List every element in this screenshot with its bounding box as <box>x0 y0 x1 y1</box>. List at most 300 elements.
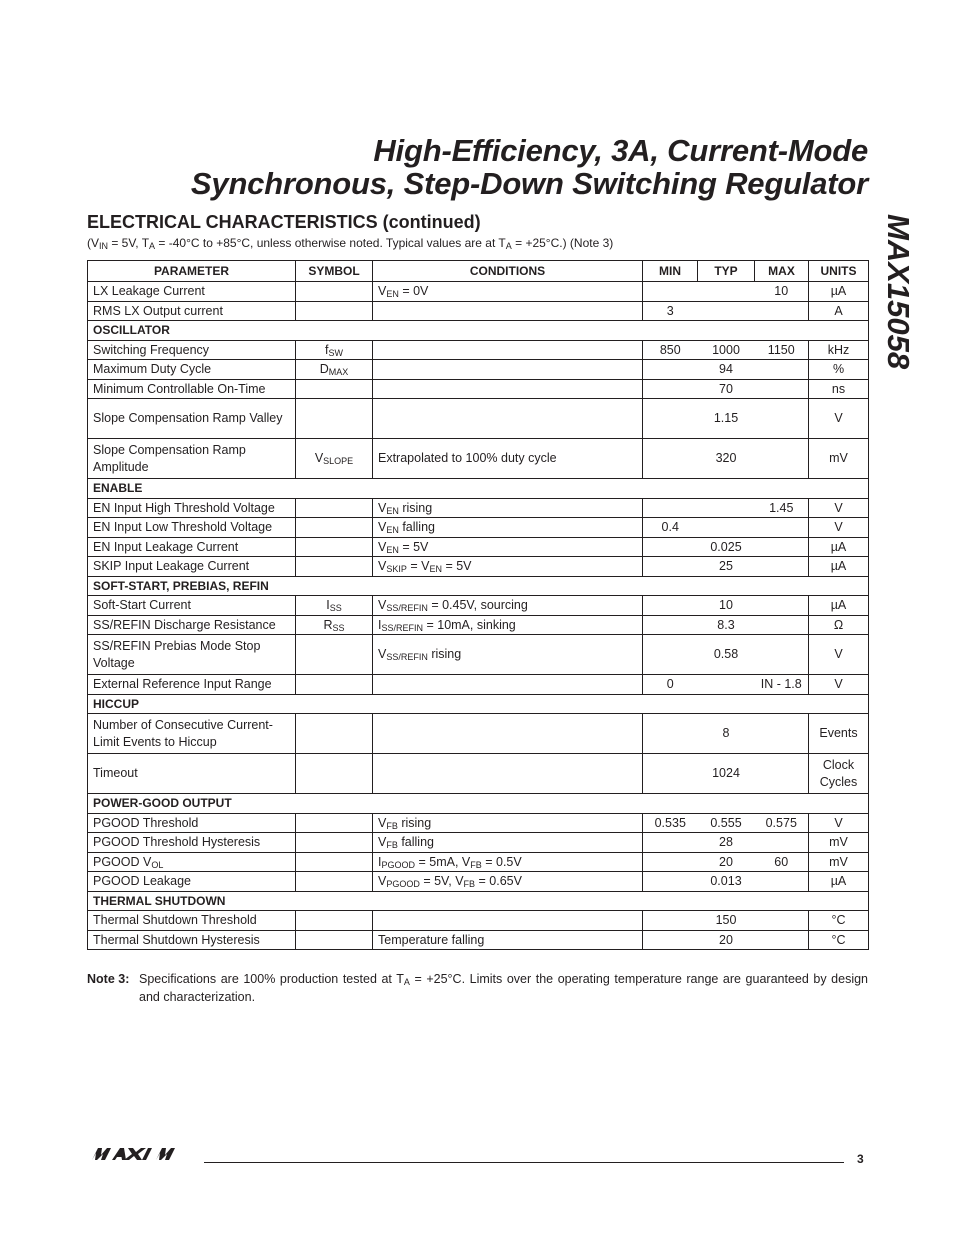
parameter-text: EN Input Leakage Current <box>93 539 239 554</box>
parameter-text: Timeout <box>93 766 138 781</box>
units-value: mV <box>809 852 869 872</box>
max-value <box>755 714 809 754</box>
symbol-sub: SS <box>332 622 345 633</box>
symbol-text: I <box>326 598 330 612</box>
symbol-cell <box>296 930 373 950</box>
symbol-cell <box>296 379 373 399</box>
conditions-cell <box>373 596 643 616</box>
min-value <box>643 615 698 635</box>
header-typ: TYP <box>698 261 755 282</box>
table-row <box>88 282 869 302</box>
symbol-text: D <box>319 362 329 376</box>
max-value: 1.45 <box>755 498 809 518</box>
max-value <box>755 930 809 950</box>
table-body <box>88 282 869 950</box>
symbol-cell <box>296 399 373 439</box>
units-value: Clock Cycles <box>809 754 869 794</box>
header-conditions: CONDITIONS <box>373 261 643 282</box>
parameter-text: Slope Compensation Ramp Valley <box>93 411 283 426</box>
symbol-cell <box>296 439 373 479</box>
table-row <box>88 360 869 380</box>
parameter-text: Switching Frequency <box>93 342 210 357</box>
max-value: 10 <box>755 282 809 302</box>
title-line-2: Synchronous, Step-Down Switching Regulator <box>190 166 868 201</box>
parameter-cell <box>88 754 296 794</box>
min-value: 850 <box>643 340 698 360</box>
symbol-cell <box>296 714 373 754</box>
conditions-sub: PGOOD <box>386 879 420 889</box>
min-value: 0.535 <box>643 813 698 833</box>
table-row <box>88 833 869 853</box>
max-value <box>755 635 809 675</box>
parameter-text: SS/REFIN Prebias Mode Stop Voltage <box>93 639 261 670</box>
conditions-text: rising <box>427 647 462 662</box>
conditions-cell <box>373 399 643 439</box>
parameter-cell <box>88 911 296 931</box>
section-title: SOFT-START, PREBIAS, REFIN <box>88 576 869 596</box>
symbol-cell <box>296 518 373 538</box>
symbol-cell <box>296 675 373 695</box>
conditions-cell <box>373 675 643 695</box>
conditions-sub: FB <box>386 840 398 850</box>
header-max: MAX <box>755 261 809 282</box>
conditions-text: rising <box>398 500 433 515</box>
parameter-text: PGOOD Threshold Hysteresis <box>93 835 261 849</box>
typ-value: 150 <box>698 911 755 931</box>
units-value: µA <box>809 557 869 577</box>
symbol-text: V <box>314 451 324 466</box>
section-row <box>88 794 869 814</box>
parameter-cell <box>88 930 296 950</box>
parameter-text: SKIP Input Leakage Current <box>93 559 250 573</box>
table-row <box>88 714 869 754</box>
symbol-cell <box>296 537 373 557</box>
parameter-cell <box>88 635 296 675</box>
parameter-text: Minimum Controllable On-Time <box>93 381 266 396</box>
units-value: V <box>809 518 869 538</box>
conditions-text: = 10mA, sinking <box>423 617 516 632</box>
max-value <box>755 754 809 794</box>
min-value <box>643 852 698 872</box>
conditions-sub: SKIP <box>386 564 407 574</box>
footer-rule <box>204 1162 844 1163</box>
parameter-cell <box>88 340 296 360</box>
symbol-cell <box>296 340 373 360</box>
typ-value: 1024 <box>698 754 755 794</box>
parameter-cell <box>88 439 296 479</box>
conditions-cell <box>373 282 643 302</box>
symbol-cell <box>296 615 373 635</box>
units-value: mV <box>809 439 869 479</box>
parameter-text: Thermal Shutdown Hysteresis <box>93 932 260 947</box>
maxim-logo <box>88 1146 200 1167</box>
note-sub: A <box>403 977 410 987</box>
table-row <box>88 439 869 479</box>
parameter-text: Slope Compensation Ramp Amplitude <box>93 443 246 474</box>
min-value <box>643 379 698 399</box>
parameter-cell <box>88 282 296 302</box>
parameter-text: Maximum Duty Cycle <box>93 362 212 376</box>
units-value: °C <box>809 911 869 931</box>
max-value <box>755 872 809 892</box>
symbol-cell <box>296 635 373 675</box>
note-text-part: = +25°C. Limits over the operating temperature range are guaranteed by design and characterization. <box>139 972 869 1004</box>
parameter-cell <box>88 872 296 892</box>
table-row <box>88 635 869 675</box>
symbol-cell <box>296 852 373 872</box>
title-line-1: High-Efficiency, 3A, Current-Mode <box>373 133 868 168</box>
parameter-cell <box>88 399 296 439</box>
max-value <box>755 833 809 853</box>
table-row <box>88 340 869 360</box>
section-title: THERMAL SHUTDOWN <box>88 891 869 911</box>
conditions-sub: EN <box>386 289 399 299</box>
units-value: ns <box>809 379 869 399</box>
typ-value: 28 <box>698 833 755 853</box>
parameter-cell <box>88 813 296 833</box>
conditions-sub: FB <box>386 820 398 831</box>
symbol-cell <box>296 360 373 380</box>
conditions-text: = V <box>406 559 430 573</box>
table-row <box>88 399 869 439</box>
parameter-sub: OL <box>151 859 164 870</box>
side-part-number <box>870 214 930 394</box>
table-row <box>88 518 869 538</box>
conditions-text: V <box>378 500 387 515</box>
parameter-cell <box>88 833 296 853</box>
min-value <box>643 439 698 479</box>
conditions-text: = 5V <box>441 559 472 573</box>
conditions-cell <box>373 833 643 853</box>
conditions-text: I <box>378 617 382 632</box>
min-value <box>643 635 698 675</box>
min-value <box>643 557 698 577</box>
section-row <box>88 576 869 596</box>
parameter-cell <box>88 675 296 695</box>
conditions-cell <box>373 911 643 931</box>
typ-value <box>698 301 755 321</box>
parameter-cell <box>88 557 296 577</box>
conditions-cell <box>373 930 643 950</box>
parameter-text: RMS LX Output current <box>93 303 223 318</box>
conditions-text: = 0.65V <box>475 874 522 888</box>
max-value <box>755 557 809 577</box>
cond-note-sub: IN <box>99 241 108 251</box>
typ-value <box>698 282 755 302</box>
side-part-number-text: MAX15058 <box>881 214 916 370</box>
conditions-text: V <box>378 598 387 612</box>
conditions-cell <box>373 518 643 538</box>
min-value <box>643 282 698 302</box>
cond-note-text: = -40°C to +85°C, unless otherwise noted. Typical values are at T <box>155 236 506 250</box>
section-row <box>88 321 869 341</box>
min-value <box>643 872 698 892</box>
max-value <box>755 439 809 479</box>
max-value <box>755 615 809 635</box>
typ-value: 320 <box>698 439 755 479</box>
min-value <box>643 833 698 853</box>
min-value: 0.4 <box>643 518 698 538</box>
conditions-text: = 5V <box>398 539 429 554</box>
conditions-sub: EN <box>386 505 399 516</box>
conditions-text: = 5mA, V <box>415 854 471 869</box>
units-value: V <box>809 675 869 695</box>
table-row <box>88 872 869 892</box>
conditions-text: = 0.45V, sourcing <box>427 598 528 612</box>
parameter-cell <box>88 360 296 380</box>
typ-value: 0.555 <box>698 813 755 833</box>
min-value: 0 <box>643 675 698 695</box>
typ-value: 25 <box>698 557 755 577</box>
conditions-cell <box>373 852 643 872</box>
parameter-text: PGOOD Leakage <box>93 874 191 888</box>
symbol-cell <box>296 557 373 577</box>
symbol-cell <box>296 301 373 321</box>
header-min: MIN <box>643 261 698 282</box>
cond-note-sub: A <box>149 241 156 251</box>
conditions-sub: PGOOD <box>381 859 415 870</box>
parameter-cell <box>88 596 296 616</box>
typ-value: 20 <box>698 852 755 872</box>
parameter-text: Thermal Shutdown Threshold <box>93 913 257 927</box>
conditions-sub: SS/REFIN <box>386 603 428 613</box>
conditions-text: V <box>378 559 387 573</box>
typ-value <box>698 518 755 538</box>
table-row <box>88 615 869 635</box>
conditions-sub: SS/REFIN <box>381 622 423 633</box>
parameter-text: External Reference Input Range <box>93 677 272 691</box>
parameter-cell <box>88 518 296 538</box>
conditions-text: = 0V <box>398 284 429 298</box>
conditions-cell <box>373 615 643 635</box>
parameter-text: PGOOD Threshold <box>93 815 199 830</box>
min-value <box>643 754 698 794</box>
symbol-cell <box>296 596 373 616</box>
symbol-cell <box>296 872 373 892</box>
max-value <box>755 911 809 931</box>
symbol-cell <box>296 754 373 794</box>
table-row <box>88 301 869 321</box>
cond-note-sub: A <box>505 241 512 251</box>
conditions-note <box>87 236 613 250</box>
min-value <box>643 596 698 616</box>
cond-note-text: = +25°C.) (Note 3) <box>511 236 614 250</box>
symbol-text: R <box>323 617 333 632</box>
conditions-cell <box>373 301 643 321</box>
conditions-text: V <box>378 647 387 662</box>
section-row <box>88 694 869 714</box>
note-3 <box>87 970 868 1006</box>
electrical-characteristics-table <box>87 260 869 950</box>
min-value <box>643 537 698 557</box>
max-value: 60 <box>755 852 809 872</box>
max-value: 0.575 <box>755 813 809 833</box>
min-value <box>643 399 698 439</box>
symbol-cell <box>296 813 373 833</box>
min-value <box>643 930 698 950</box>
conditions-text: V <box>378 539 387 554</box>
max-value <box>755 379 809 399</box>
units-value: µA <box>809 596 869 616</box>
table-row <box>88 557 869 577</box>
symbol-text: f <box>325 342 329 357</box>
page-number: 3 <box>857 1152 864 1166</box>
section-title: HICCUP <box>88 694 869 714</box>
conditions-text: V <box>378 815 387 830</box>
typ-value: 0.013 <box>698 872 755 892</box>
conditions-text: = 5V, V <box>419 874 464 888</box>
typ-value: 0.025 <box>698 537 755 557</box>
min-value <box>643 498 698 518</box>
conditions-cell <box>373 813 643 833</box>
conditions-sub: SS/REFIN <box>386 652 428 663</box>
parameter-text: LX Leakage Current <box>93 284 205 298</box>
symbol-cell <box>296 911 373 931</box>
conditions-text: V <box>378 835 387 849</box>
units-value: V <box>809 635 869 675</box>
header-units: UNITS <box>809 261 869 282</box>
conditions-cell <box>373 360 643 380</box>
units-value: °C <box>809 930 869 950</box>
conditions-text: I <box>378 854 382 869</box>
conditions-cell <box>373 635 643 675</box>
parameter-cell <box>88 615 296 635</box>
max-value <box>755 537 809 557</box>
cond-note-text: = 5V, T <box>108 236 150 250</box>
conditions-text: Temperature falling <box>378 932 485 947</box>
section-heading: ELECTRICAL CHARACTERISTICS (continued) <box>87 212 481 232</box>
section-row <box>88 891 869 911</box>
units-value: A <box>809 301 869 321</box>
parameter-text: Number of Consecutive Current-Limit Events to Hiccup <box>93 718 273 749</box>
parameter-text: EN Input High Threshold Voltage <box>93 500 275 515</box>
parameter-text: PGOOD V <box>93 854 152 869</box>
table-row <box>88 930 869 950</box>
note-text-part: Specifications are 100% production tested at T <box>139 972 404 986</box>
table-header-row <box>88 261 869 282</box>
typ-value: 70 <box>698 379 755 399</box>
units-value: V <box>809 813 869 833</box>
typ-value: 10 <box>698 596 755 616</box>
symbol-sub: SS <box>329 603 342 613</box>
parameter-cell <box>88 498 296 518</box>
conditions-text: = 0.5V <box>481 854 522 869</box>
typ-value: 8.3 <box>698 615 755 635</box>
parameter-cell <box>88 714 296 754</box>
parameter-text: SS/REFIN Discharge Resistance <box>93 617 276 632</box>
conditions-text: V <box>378 874 387 888</box>
symbol-sub: SW <box>328 347 343 358</box>
parameter-text: Soft-Start Current <box>93 598 191 612</box>
typ-value <box>698 675 755 695</box>
units-value: V <box>809 399 869 439</box>
typ-value: 1000 <box>698 340 755 360</box>
symbol-cell <box>296 498 373 518</box>
max-value <box>755 518 809 538</box>
conditions-cell <box>373 340 643 360</box>
symbol-sub: SLOPE <box>323 456 354 467</box>
min-value <box>643 360 698 380</box>
conditions-cell <box>373 439 643 479</box>
section-row <box>88 479 869 499</box>
typ-value: 20 <box>698 930 755 950</box>
conditions-cell <box>373 754 643 794</box>
units-value: Events <box>809 714 869 754</box>
table-row <box>88 498 869 518</box>
max-value <box>755 301 809 321</box>
conditions-sub: EN <box>429 564 442 574</box>
max-value <box>755 399 809 439</box>
min-value <box>643 714 698 754</box>
typ-value <box>698 498 755 518</box>
conditions-cell <box>373 498 643 518</box>
conditions-text: falling <box>397 835 434 849</box>
table-row <box>88 379 869 399</box>
header-symbol: SYMBOL <box>296 261 373 282</box>
units-value: µA <box>809 537 869 557</box>
conditions-cell <box>373 537 643 557</box>
max-value <box>755 596 809 616</box>
symbol-sub: MAX <box>328 367 349 377</box>
symbol-cell <box>296 833 373 853</box>
section-title: OSCILLATOR <box>88 321 869 341</box>
document-title <box>191 134 868 200</box>
parameter-text: EN Input Low Threshold Voltage <box>93 520 273 534</box>
conditions-cell <box>373 379 643 399</box>
table-row <box>88 537 869 557</box>
typ-value: 8 <box>698 714 755 754</box>
conditions-sub: EN <box>386 544 399 555</box>
table-row <box>88 852 869 872</box>
max-value: IN - 1.8 <box>755 675 809 695</box>
conditions-text: V <box>378 520 387 534</box>
units-value: µA <box>809 282 869 302</box>
cond-note-text: (V <box>87 236 99 250</box>
conditions-text: falling <box>398 520 435 534</box>
parameter-cell <box>88 379 296 399</box>
typ-value: 94 <box>698 360 755 380</box>
units-value: mV <box>809 833 869 853</box>
conditions-cell <box>373 714 643 754</box>
conditions-text: V <box>378 284 387 298</box>
conditions-text: Extrapolated to 100% duty cycle <box>378 451 557 466</box>
note-label: Note 3: <box>87 972 130 986</box>
conditions-sub: FB <box>463 879 476 889</box>
note-text <box>139 970 868 1006</box>
table-row <box>88 911 869 931</box>
header-parameter: PARAMETER <box>88 261 296 282</box>
maxim-logo-mark <box>88 1146 200 1162</box>
max-value <box>755 360 809 380</box>
section-title: ENABLE <box>88 479 869 499</box>
table-row <box>88 596 869 616</box>
conditions-sub: EN <box>386 525 399 535</box>
conditions-cell <box>373 872 643 892</box>
units-value: kHz <box>809 340 869 360</box>
section-title: POWER-GOOD OUTPUT <box>88 794 869 814</box>
parameter-cell <box>88 537 296 557</box>
parameter-cell <box>88 852 296 872</box>
min-value: 3 <box>643 301 698 321</box>
conditions-sub: FB <box>470 859 482 870</box>
parameter-cell <box>88 301 296 321</box>
units-value: % <box>809 360 869 380</box>
units-value: Ω <box>809 615 869 635</box>
typ-value: 0.58 <box>698 635 755 675</box>
max-value: 1150 <box>755 340 809 360</box>
units-value: V <box>809 498 869 518</box>
table-row <box>88 813 869 833</box>
